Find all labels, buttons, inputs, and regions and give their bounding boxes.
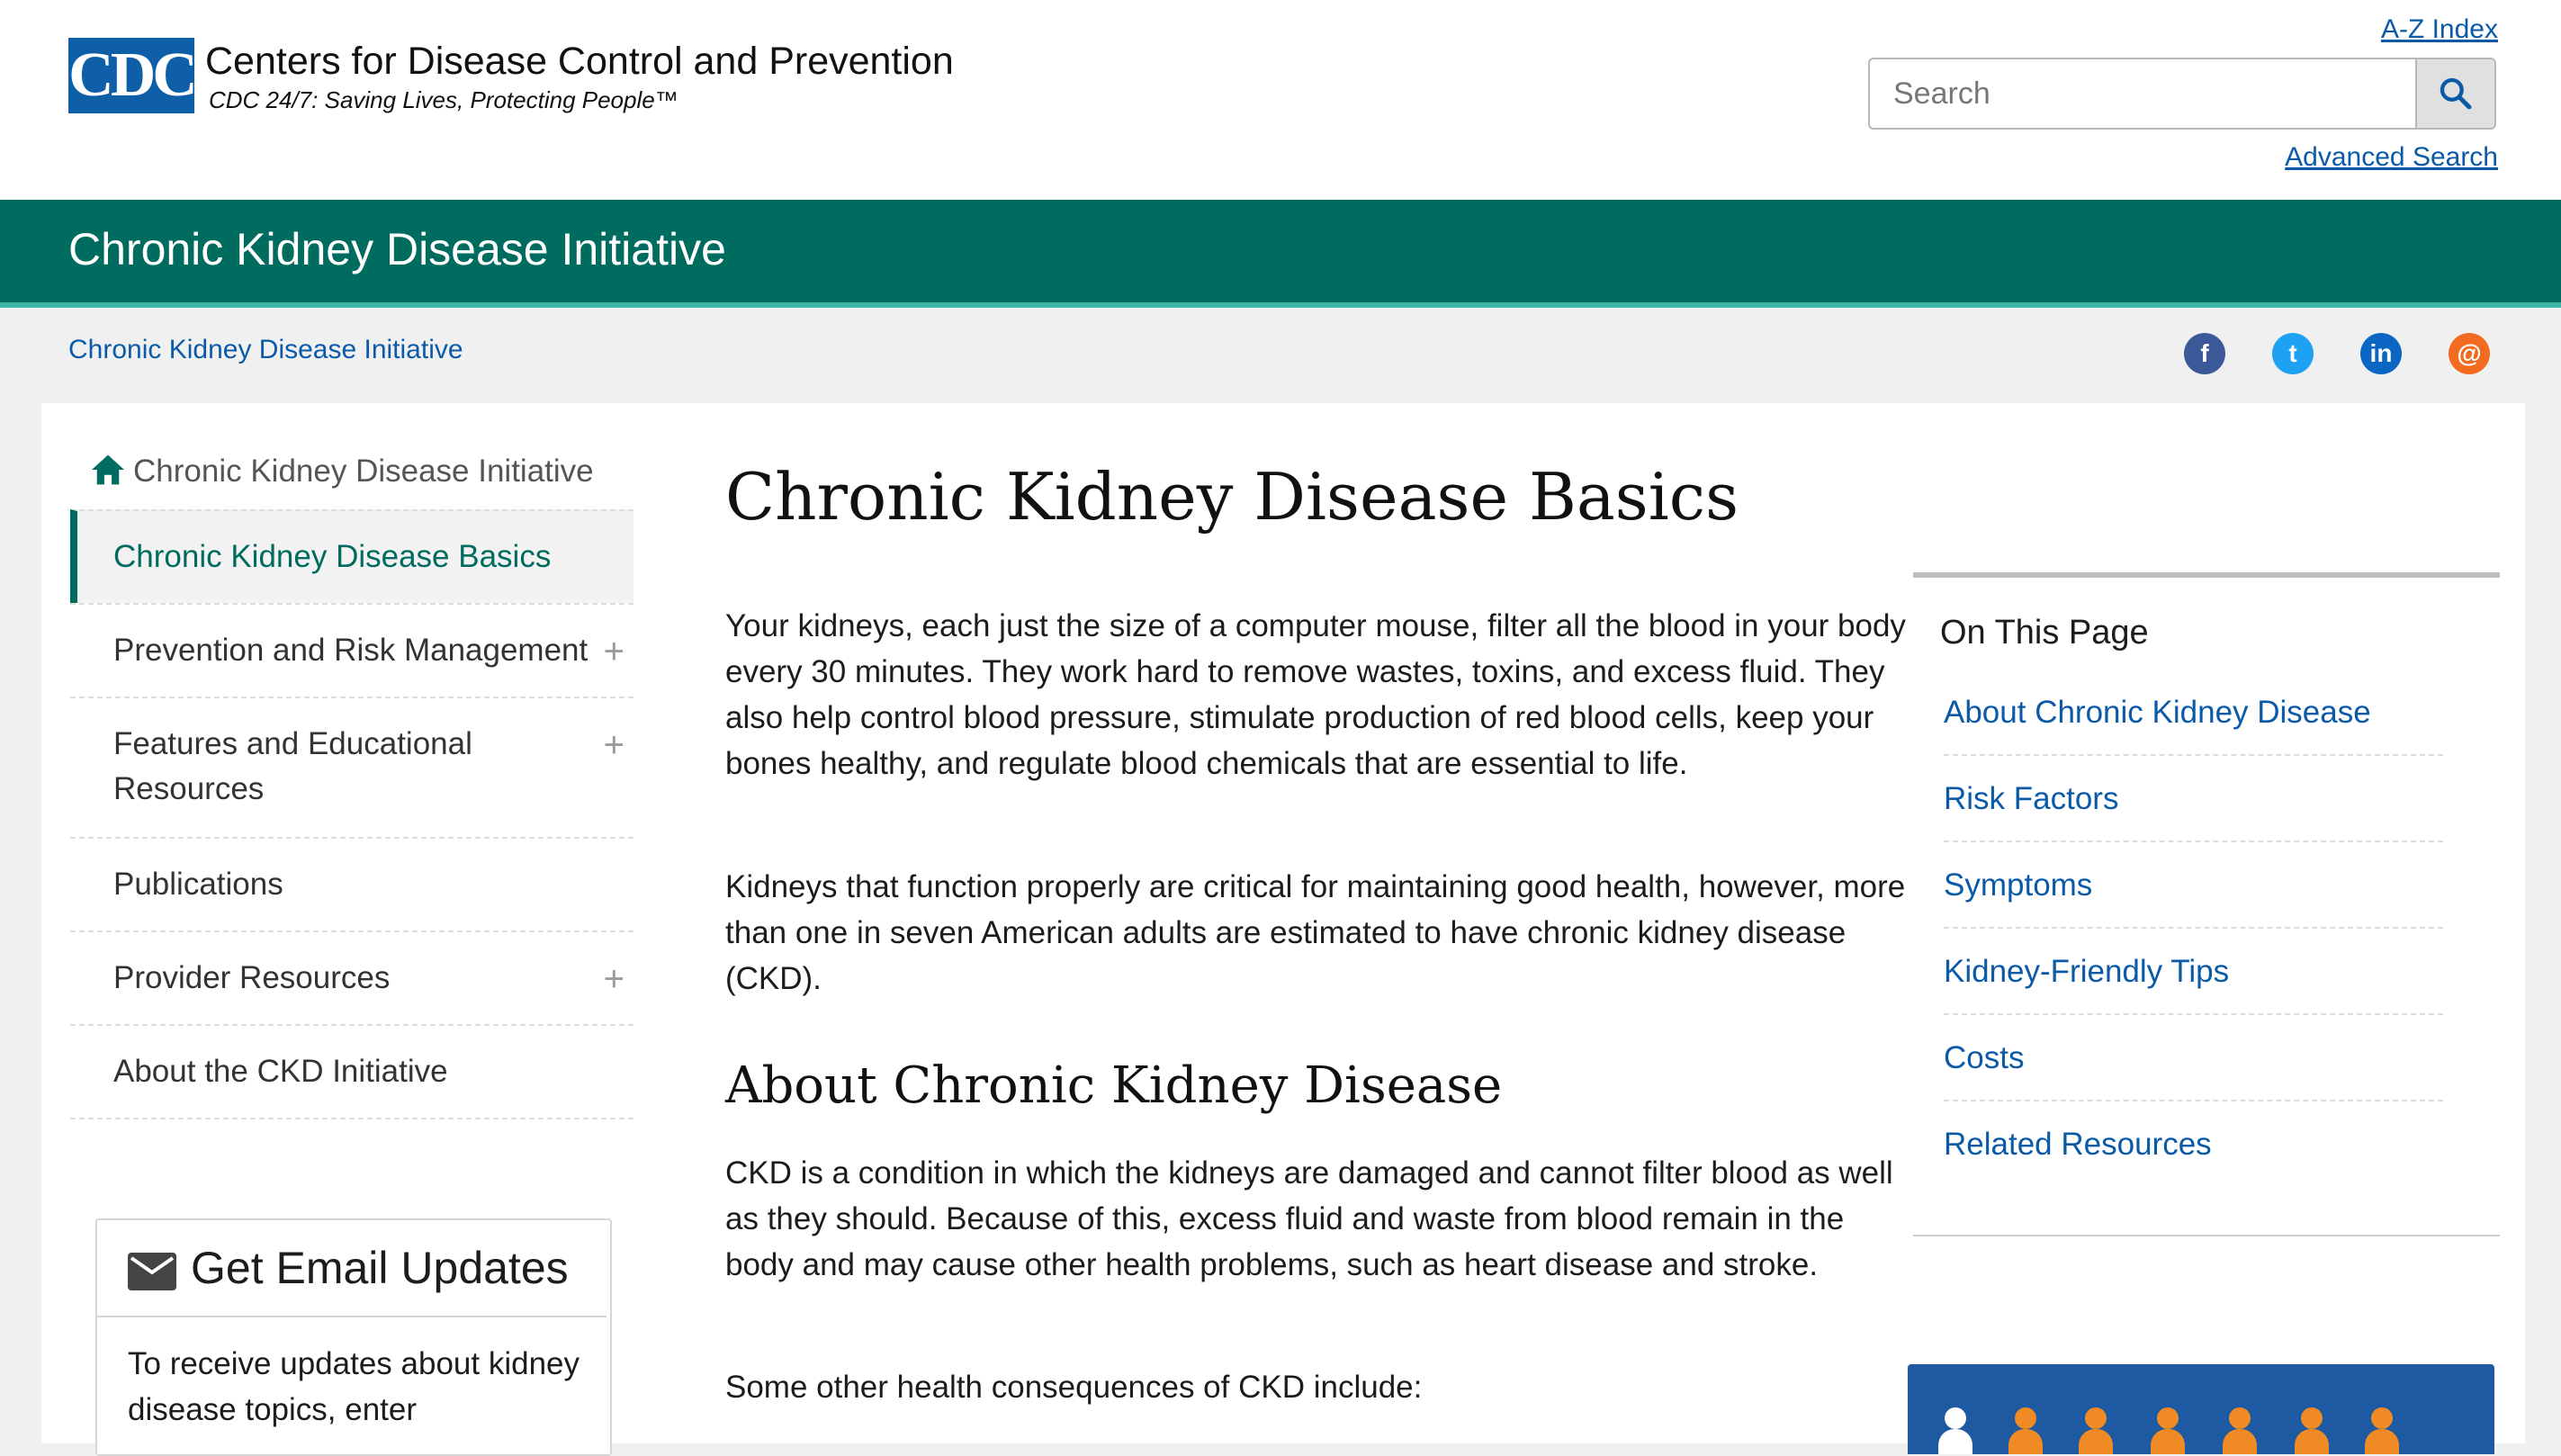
nav-item-publications[interactable] — [70, 837, 634, 930]
email-updates-box — [95, 1218, 612, 1456]
email-updates-header[interactable] — [97, 1220, 607, 1317]
breadcrumb-bar — [0, 308, 2561, 403]
otp-link-label: Kidney-Friendly Tips — [1944, 954, 2230, 989]
on-this-page-title: On This Page — [1940, 614, 2149, 652]
site-title[interactable]: Chronic Kidney Disease Initiative — [68, 224, 726, 274]
otp-link-label: Costs — [1944, 1040, 2025, 1075]
search-icon — [2438, 76, 2474, 112]
twitter-glyph: t — [2288, 339, 2297, 367]
paragraph: Some other health consequences of CKD include: — [725, 1370, 1423, 1405]
email-updates-text: To receive updates about kidney disease topics, enter — [128, 1346, 580, 1427]
paragraph: Kidneys that function properly are critical for maintaining good health, however, more than one in seven American adults are estimated to have chronic kidney disease (CKD). — [725, 869, 1906, 996]
nav-home-label: Chronic Kidney Disease Initiative — [133, 454, 594, 489]
otp-link-label: Related Resources — [1944, 1127, 2212, 1162]
otp-link-label: About Chronic Kidney Disease — [1944, 695, 2371, 730]
main-card — [41, 403, 2525, 1443]
linkedin-icon[interactable] — [2360, 333, 2402, 374]
nav-item-prevention[interactable] — [70, 603, 634, 697]
breadcrumb[interactable]: Chronic Kidney Disease Initiative — [68, 335, 463, 364]
nav-item-label: About the CKD Initiative — [113, 1054, 448, 1089]
on-this-page-box — [1913, 572, 2500, 1236]
left-nav — [70, 448, 634, 1119]
home-icon — [90, 454, 126, 486]
site-header — [0, 0, 2561, 200]
search-button[interactable] — [2415, 59, 2494, 128]
syndicate-glyph: @ — [2457, 339, 2482, 367]
nav-item-label: Publications — [113, 867, 283, 902]
otp-link-about-ckd[interactable] — [1944, 670, 2443, 756]
advanced-search-link[interactable]: Advanced Search — [2285, 142, 2498, 172]
nav-item-features[interactable] — [70, 697, 634, 837]
search-box — [1868, 58, 2496, 130]
az-index-link[interactable]: A-Z Index — [2380, 14, 2498, 44]
nav-item-about-ckd-initiative[interactable] — [70, 1024, 634, 1119]
envelope-icon — [128, 1253, 176, 1290]
email-updates-title: Get Email Updates — [191, 1243, 569, 1293]
otp-link-costs[interactable] — [1944, 1015, 2443, 1101]
page-title: Chronic Kidney Disease Basics — [725, 459, 1739, 535]
otp-link-related-resources[interactable] — [1944, 1101, 2443, 1188]
otp-link-symptoms[interactable] — [1944, 842, 2443, 929]
otp-link-kidney-friendly-tips[interactable] — [1944, 929, 2443, 1015]
facebook-glyph: f — [2200, 339, 2209, 367]
otp-link-risk-factors[interactable] — [1944, 756, 2443, 842]
site-banner — [0, 200, 2561, 308]
promo-graphic[interactable] — [1908, 1364, 2494, 1454]
org-name[interactable]: Centers for Disease Control and Prevention — [205, 40, 954, 83]
otp-link-label: Risk Factors — [1944, 781, 2119, 816]
cdc-logo[interactable] — [68, 38, 194, 113]
otp-link-label: Symptoms — [1944, 867, 2093, 903]
nav-item-label: Provider Resources — [113, 960, 391, 995]
nav-item-label: Features and Educational Resources — [113, 726, 472, 806]
paragraph: Your kidneys, each just the size of a computer mouse, filter all the blood in your body every 30 minutes. They work hard to remove wastes, toxins, and excess fluid. They also help control blood pressure, stimulate production of red blood cells, keep your bones healthy, and regulate blood chemicals that are essential to life. — [725, 608, 1906, 781]
org-tagline: CDC 24/7: Saving Lives, Protecting People™ — [209, 86, 678, 113]
expand-plus-icon[interactable]: + — [603, 632, 625, 671]
nav-home[interactable] — [70, 448, 634, 509]
paragraph: CKD is a condition in which the kidneys are damaged and cannot filter blood as well as they should. Because of this, excess fluid and waste from blood remain in the body and may cause other health problems, such as heart disease and stroke. — [725, 1155, 1893, 1282]
syndicate-icon[interactable] — [2449, 333, 2490, 374]
expand-plus-icon[interactable]: + — [603, 959, 625, 999]
logo-text: CDC — [68, 40, 194, 110]
expand-plus-icon[interactable]: + — [603, 725, 625, 765]
facebook-icon[interactable] — [2184, 333, 2225, 374]
nav-item-label: Chronic Kidney Disease Basics — [113, 539, 552, 574]
linkedin-glyph: in — [2369, 339, 2393, 367]
twitter-icon[interactable] — [2272, 333, 2314, 374]
search-input[interactable] — [1870, 59, 2417, 128]
nav-item-label: Prevention and Risk Management — [113, 633, 589, 668]
nav-item-provider-resources[interactable] — [70, 930, 634, 1024]
nav-item-ckd-basics[interactable] — [70, 509, 634, 603]
section-heading-about: About Chronic Kidney Disease — [725, 1056, 1503, 1115]
